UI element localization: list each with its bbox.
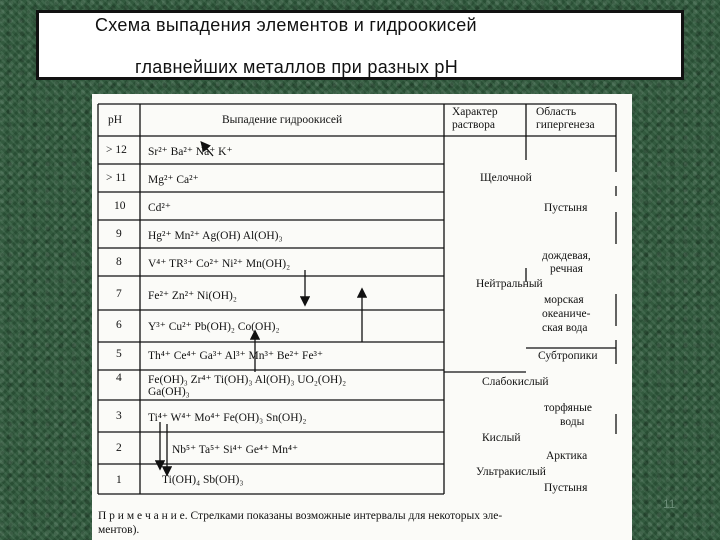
slide-title-box [36, 10, 684, 80]
header-character: Характер раствора [452, 106, 498, 131]
page-number: 11 [663, 497, 676, 511]
region-desert: Пустыня [544, 202, 588, 214]
character-weak-acid: Слабокислый [482, 376, 549, 388]
character-acid: Кислый [482, 432, 521, 444]
character-ultra-acid: Ультракислый [476, 466, 546, 478]
region-peat: воды [560, 416, 585, 428]
elements-text: Nb⁵⁺ Ta⁵⁺ Si⁴⁺ Ge⁴⁺ Mn⁴⁺ [172, 444, 299, 456]
ph-value: 3 [116, 410, 122, 422]
region-sea: морская [544, 294, 584, 306]
elements-text: V⁴⁺ TR³⁺ Co²⁺ Ni²⁺ Mn(OH)₂ [148, 258, 291, 270]
character-alkaline: Щелочной [480, 172, 532, 184]
region-rain: дождевая, [542, 250, 591, 262]
elements-text: Y³⁺ Cu²⁺ Pb(OH)₂ Co(OH)₂ [148, 321, 280, 333]
region-sea: ская вода [542, 322, 588, 334]
ph-value: 7 [116, 288, 122, 300]
region-desert: Пустыня [544, 482, 588, 494]
scanned-table-document [92, 94, 632, 540]
region-arctic: Арктика [546, 450, 588, 462]
row-lines [98, 136, 444, 494]
region-peat: торфяные [544, 402, 592, 414]
ph-value: 6 [116, 319, 122, 331]
elements-text: Th⁴⁺ Ce⁴⁺ Ga³⁺ Al³⁺ Mn³⁺ Be²⁺ Fe³⁺ [148, 350, 324, 362]
ph-value: > 11 [106, 172, 127, 184]
ph-value: 4 [116, 372, 122, 384]
ph-value: 8 [116, 256, 122, 268]
header-ph: рН [108, 114, 123, 126]
footnote: ментов). [98, 524, 140, 536]
ph-value: 2 [116, 442, 122, 454]
region-sea: океаниче- [542, 308, 591, 320]
elements-text: Mg²⁺ Ca²⁺ [148, 174, 199, 186]
elements-text: Ga(OH)₃ [148, 386, 190, 398]
elements-text: Sr²⁺ Ba²⁺ Na⁺ K⁺ [148, 146, 233, 158]
header-precipitation: Выпадение гидроокисей [222, 114, 343, 126]
ph-value: 1 [116, 474, 122, 486]
slide-title-line1: Схема выпадения элементов и гидроокисей [95, 15, 477, 35]
elements-text: Ti(OH)₄ Sb(OH)₃ [162, 474, 244, 486]
ph-value: 5 [116, 348, 122, 360]
elements-text: Cd²⁺ [148, 202, 171, 214]
header-region: Область гипергенеза [536, 106, 595, 131]
elements-text: Ti⁴⁺ W⁴⁺ Mo⁴⁺ Fe(OH)₃ Sn(OH)₂ [148, 412, 307, 424]
footnote: П р и м е ч а н и е. Стрелками показаны возможные интервалы для некоторых эле- [98, 510, 503, 522]
character-neutral: Нейтральный [476, 278, 543, 290]
elements-text: Fe(OH)₃ Zr⁴⁺ Ti(OH)₃ Al(OH)₃ UO₂(OH)₂ [148, 374, 347, 386]
region-subtropics: Субтропики [538, 350, 598, 362]
elements-text: Fe²⁺ Zn²⁺ Ni(OH)₂ [148, 290, 237, 302]
ph-value: > 12 [106, 144, 127, 156]
region-rain: речная [550, 263, 583, 275]
ph-value: 10 [114, 200, 126, 212]
ph-value: 9 [116, 228, 122, 240]
slide-title-line2: главнейших металлов при разных рН [135, 57, 459, 77]
elements-text: Hg²⁺ Mn²⁺ Ag(OH) Al(OH)₃ [148, 230, 283, 242]
